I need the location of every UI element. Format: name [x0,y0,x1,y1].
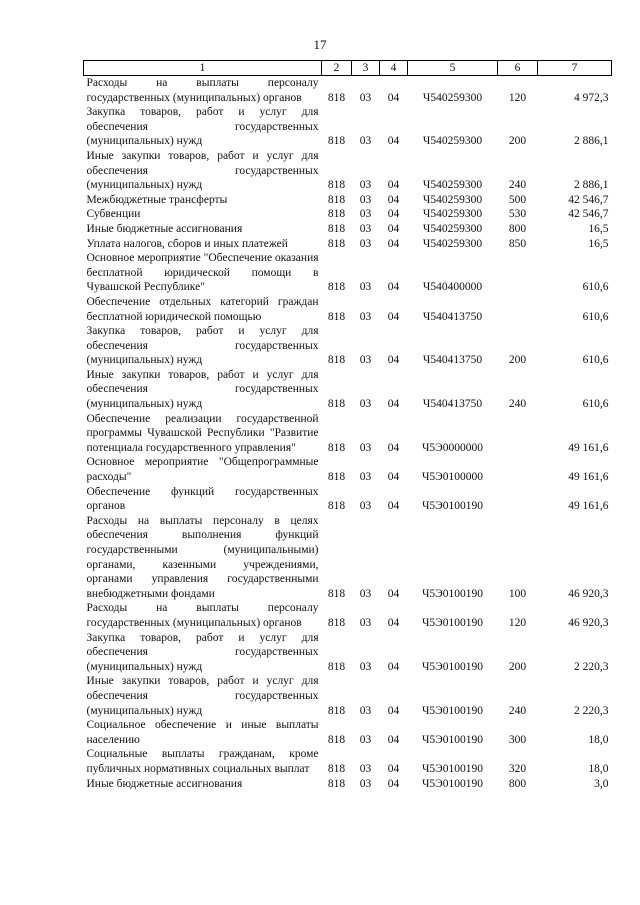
ministry-code: 818 [327,500,346,513]
column-header-6: 6 [498,61,538,76]
budget-table [83,60,612,791]
expense-type-code: 800 [508,222,527,235]
subsection-code: 04 [387,471,400,484]
amount: 18,0 [588,762,609,775]
expense-type-code: 120 [508,616,527,629]
expense-name: Иные закупки товаров, работ и услуг для обеспечения государственных (муниципальных) нужд [86,368,319,411]
table-row [84,193,612,208]
target-article-code: Ч5Э0100190 [421,777,484,790]
subsection-code: 04 [387,91,400,104]
expense-type-code [498,295,538,324]
ministry-code: 818 [327,777,346,790]
expense-name: Обеспечение отдельных категорий граждан бесплатной юридической помощью [86,295,319,323]
amount: 610,6 [582,354,609,367]
table-row [84,324,612,368]
subsection-code: 04 [387,237,400,250]
expense-name: Социальное обеспечение и иные выплаты населению [86,719,319,746]
target-article-code: Ч540259300 [422,193,483,206]
target-article-code: Ч5Э0100000 [421,471,484,484]
subsection-code: 04 [387,135,400,148]
expense-name: Уплата налогов, сборов и иных платежей [86,237,288,250]
column-header-4: 4 [380,61,408,76]
amount: 2 220,3 [574,704,609,717]
subsection-code: 04 [387,500,400,513]
ministry-code: 818 [327,193,346,206]
subsection-code: 04 [387,398,400,411]
target-article-code: Ч5Э0100190 [421,762,484,775]
section-code: 03 [359,660,372,673]
table-row [84,149,612,193]
table-row [84,207,612,222]
expense-name: Расходы на выплаты персоналу государственных (муниципальных) органов [86,602,319,629]
header-row [84,61,612,76]
amount: 16,5 [588,237,609,250]
section-code: 03 [359,179,372,192]
column-header-2: 2 [322,61,352,76]
target-article-code: Ч5Э0100190 [421,500,484,513]
target-article-code: Ч540259300 [422,135,483,148]
expense-name: Иные закупки товаров, работ и услуг для обеспечения государственных (муниципальных) нужд [86,675,319,717]
expense-name: Расходы на выплаты персоналу в целях обеспечения выполнения функций государственными (муниципальными) органами, казенными учреждениями, органами управления государственными внебюджетными фондами [86,514,319,600]
table-row [84,777,612,792]
expense-type-code: 240 [508,179,527,192]
expense-name: Расходы на выплаты персоналу государственных (муниципальных) органов [86,77,319,104]
target-article-code: Ч5Э0100190 [421,660,484,673]
expense-type-code: 240 [508,704,527,717]
section-code: 03 [359,441,372,454]
amount: 49 161,6 [568,500,609,513]
ministry-code: 818 [327,471,346,484]
subsection-code: 04 [387,208,400,221]
subsection-code: 04 [387,193,400,206]
target-article-code: Ч5Э0000000 [421,441,484,454]
expense-type-code: 850 [508,237,527,250]
amount: 4 972,3 [574,91,609,104]
ministry-code: 818 [327,354,346,367]
section-code: 03 [359,237,372,250]
amount: 610,6 [582,310,609,323]
table-row [84,251,612,295]
ministry-code: 818 [327,660,346,673]
expense-name: Субвенции [86,208,141,221]
table-body [84,76,612,792]
expense-type-code [498,251,538,295]
expense-type-code: 100 [508,587,527,600]
subsection-code: 04 [387,762,400,775]
section-code: 03 [359,281,372,294]
expense-type-code: 530 [508,208,527,221]
amount: 2 886,1 [574,135,609,148]
ministry-code: 818 [327,441,346,454]
expense-type-code: 800 [508,777,527,790]
section-code: 03 [359,733,372,746]
subsection-code: 04 [387,179,400,192]
section-code: 03 [359,398,372,411]
ministry-code: 818 [327,208,346,221]
expense-type-code: 200 [508,135,527,148]
table-row [84,747,612,776]
amount: 16,5 [588,222,609,235]
target-article-code: Ч5Э0100190 [421,587,484,600]
expense-type-code: 500 [508,193,527,206]
section-code: 03 [359,135,372,148]
ministry-code: 818 [327,281,346,294]
table-row [84,485,612,514]
expense-name: Иные бюджетные ассигнования [86,222,243,235]
ministry-code: 818 [327,704,346,717]
column-header-1: 1 [84,61,322,76]
target-article-code: Ч540259300 [422,237,483,250]
expense-type-code: 120 [508,91,527,104]
page-number: 17 [313,37,327,52]
amount: 46 920,3 [568,587,609,600]
subsection-code: 04 [387,777,400,790]
table-row [84,412,612,456]
section-code: 03 [359,704,372,717]
subsection-code: 04 [387,281,400,294]
amount: 49 161,6 [568,441,609,454]
ministry-code: 818 [327,237,346,250]
target-article-code: Ч540259300 [422,222,483,235]
subsection-code: 04 [387,354,400,367]
amount: 2 886,1 [574,179,609,192]
expense-type-code: 200 [508,660,527,673]
ministry-code: 818 [327,310,346,323]
subsection-code: 04 [387,660,400,673]
target-article-code: Ч540400000 [422,281,483,294]
expense-type-code: 300 [508,733,527,746]
table-row [84,295,612,324]
target-article-code: Ч5Э0100190 [421,733,484,746]
expense-type-code [498,455,538,484]
section-code: 03 [359,222,372,235]
section-code: 03 [359,777,372,790]
amount: 610,6 [582,281,609,294]
expense-name: Социальные выплаты гражданам, кроме публичных нормативных социальных выплат [86,748,319,775]
table-row [84,237,612,252]
ministry-code: 818 [327,222,346,235]
subsection-code: 04 [387,441,400,454]
table-row [84,674,612,718]
table-row [84,368,612,412]
subsection-code: 04 [387,616,400,629]
target-article-code: Ч540259300 [422,91,483,104]
ministry-code: 818 [327,587,346,600]
subsection-code: 04 [387,733,400,746]
ministry-code: 818 [327,733,346,746]
expense-type-code: 200 [508,354,527,367]
expense-name: Основное мероприятие "Обеспечение оказания бесплатной юридической помощи в Чувашской Республике" [86,252,319,294]
expense-name: Обеспечение функций государственных органов [86,485,319,513]
table-row [84,105,612,149]
subsection-code: 04 [387,587,400,600]
expense-type-code: 240 [508,398,527,411]
table-row [84,455,612,484]
subsection-code: 04 [387,310,400,323]
ministry-code: 818 [327,135,346,148]
section-code: 03 [359,587,372,600]
expense-type-code [498,485,538,514]
target-article-code: Ч5Э0100190 [421,616,484,629]
expense-type-code: 320 [508,762,527,775]
amount: 2 220,3 [574,660,609,673]
table-row [84,222,612,237]
section-code: 03 [359,91,372,104]
expense-name: Закупка товаров, работ и услуг для обеспечения государственных (муниципальных) нужд [86,106,319,148]
table-row [84,514,612,602]
target-article-code: Ч5Э0100190 [421,704,484,717]
column-header-5: 5 [408,61,498,76]
expense-name: Закупка товаров, работ и услуг для обеспечения государственных (муниципальных) нужд [86,631,319,673]
expense-name: Основное мероприятие "Общепрограммные расходы" [86,456,319,484]
section-code: 03 [359,310,372,323]
amount: 42 546,7 [568,208,609,221]
section-code: 03 [359,616,372,629]
ministry-code: 818 [327,398,346,411]
section-code: 03 [359,762,372,775]
target-article-code: Ч540413750 [422,354,483,367]
column-header-3: 3 [352,61,380,76]
amount: 18,0 [588,733,609,746]
amount: 49 161,6 [568,471,609,484]
target-article-code: Ч540259300 [422,208,483,221]
target-article-code: Ч540259300 [422,179,483,192]
table-row [84,601,612,630]
column-header-7: 7 [538,61,612,76]
ministry-code: 818 [327,616,346,629]
table-row [84,76,612,106]
section-code: 03 [359,193,372,206]
expense-name: Закупка товаров, работ и услуг для обеспечения государственных (муниципальных) нужд [86,325,319,367]
target-article-code: Ч540413750 [422,310,483,323]
expense-name: Межбюджетные трансферты [86,193,228,206]
section-code: 03 [359,208,372,221]
table-row [84,631,612,675]
table-row [84,718,612,747]
expense-type-code [498,412,538,456]
section-code: 03 [359,500,372,513]
ministry-code: 818 [327,91,346,104]
amount: 3,0 [594,777,609,790]
subsection-code: 04 [387,222,400,235]
expense-name: Иные бюджетные ассигнования [86,777,243,790]
table-header [84,61,612,76]
amount: 46 920,3 [568,616,609,629]
amount: 42 546,7 [568,193,609,206]
ministry-code: 818 [327,179,346,192]
amount: 610,6 [582,398,609,411]
subsection-code: 04 [387,704,400,717]
section-code: 03 [359,354,372,367]
ministry-code: 818 [327,762,346,775]
expense-name: Иные закупки товаров, работ и услуг для обеспечения государственных (муниципальных) нужд [86,149,319,192]
section-code: 03 [359,471,372,484]
expense-name: Обеспечение реализации государственной программы Чувашской Республики "Развитие потенциала государственного управления" [86,412,319,454]
target-article-code: Ч540413750 [422,398,483,411]
